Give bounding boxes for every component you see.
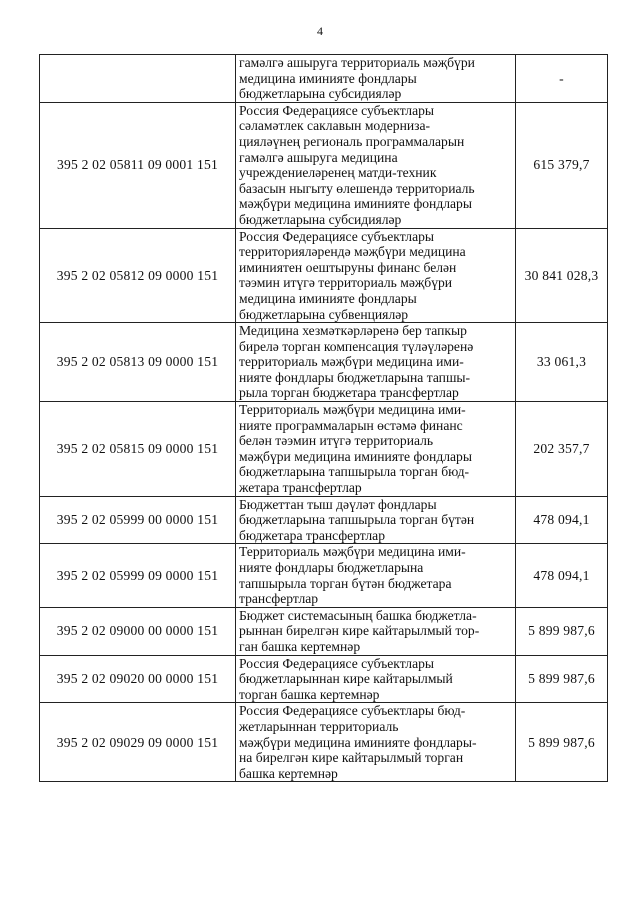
table-row: [40, 496, 608, 544]
amount-cell: [516, 102, 608, 228]
revenue-name-line: рыннан бирелгән кире кайтарылмый тор-: [239, 623, 480, 639]
amount-value: 202 357,7: [533, 441, 590, 457]
revenue-name-line: Медицина хезмәткәрләренә бер тапкыр: [239, 323, 467, 339]
revenue-name-line: Россия Федерациясе субъектлары: [239, 228, 435, 244]
amount-cell: [516, 228, 608, 323]
revenue-name-line: нияте фондлары бюджетларына: [239, 560, 424, 575]
amount-cell: [516, 55, 608, 103]
revenue-name-line: жетларыннан территориаль: [239, 718, 399, 734]
page-number: 4: [317, 24, 323, 38]
revenue-name-line: башка кертемнәр: [239, 765, 338, 781]
revenue-name-line: мәҗбүри медицина иминияте фондлары: [239, 448, 472, 464]
budget-code: 395 2 02 05813 09 0000 151: [56, 354, 219, 370]
revenue-name-line: белән тәэмин итүгә территориаль: [239, 433, 434, 449]
budget-code: 395 2 02 05812 09 0000 151: [56, 267, 219, 283]
amount-value: 5 899 987,6: [528, 671, 595, 687]
budget-code-cell: [40, 228, 236, 323]
revenue-name-line: Россия Федерациясе субъектлары: [239, 655, 435, 671]
amount-cell: [516, 607, 608, 655]
amount-cell: [516, 703, 608, 782]
revenue-name-cell: [236, 544, 516, 607]
revenue-name-cell: [236, 703, 516, 782]
revenue-name-cell: [236, 402, 516, 497]
revenue-name-line: ган башка кертемнәр: [239, 638, 361, 654]
table-row: [40, 402, 608, 497]
revenue-name-line: сәламәтлек саклавын модерниза-: [239, 118, 431, 134]
revenue-name-line: тапшырыла торган бүтән бюджетара: [239, 575, 452, 591]
budget-revenue-table: [39, 54, 608, 782]
amount-value: 5 899 987,6: [528, 623, 595, 639]
amount-value: 5 899 987,6: [528, 734, 595, 750]
table-row: [40, 655, 608, 703]
revenue-name-cell: [236, 55, 516, 103]
revenue-name-line: мәҗбүри медицина иминияте фондлары: [239, 196, 472, 212]
revenue-name-line: бюджетларына субсидияләр: [239, 86, 402, 102]
revenue-name-line: иминиятен оештыруны финанс белән: [239, 259, 457, 275]
revenue-name-line: Бюджеттан тыш дәүләт фондлары: [239, 496, 437, 512]
budget-code-cell: [40, 496, 236, 544]
revenue-name-cell: [236, 607, 516, 655]
revenue-name-line: мәҗбүри медицина иминияте фондлары-: [239, 734, 477, 750]
revenue-name-line: Территориаль мәҗбүри медицина ими-: [239, 544, 466, 560]
revenue-name-line: территориаль мәҗбүри медицина ими-: [239, 354, 464, 370]
revenue-name-line: бюджетларына субсидияләр: [239, 211, 402, 227]
revenue-name-line: рыла торган бюджетара трансфертлар: [239, 385, 459, 401]
budget-code-cell: [40, 55, 236, 103]
revenue-name-line: учреждениеләренең матди-техник: [239, 165, 437, 181]
budget-code: 395 2 02 05999 09 0000 151: [56, 567, 219, 583]
budget-code-cell: [40, 655, 236, 703]
table-row: [40, 323, 608, 402]
revenue-name-cell: [236, 102, 516, 228]
table-body: [40, 55, 608, 782]
revenue-name-line: бюджетларына тапшырыла торган бюд-: [239, 464, 470, 480]
amount-value: 33 061,3: [536, 354, 587, 370]
budget-code-cell: [40, 402, 236, 497]
revenue-name-cell: [236, 496, 516, 544]
amount-cell: [516, 655, 608, 703]
revenue-name-line: жетара трансфертлар: [239, 480, 362, 496]
revenue-name-line: бирелә торган компенсация түләүләренә: [239, 338, 474, 354]
revenue-name-line: Территориаль мәҗбүри медицина ими-: [239, 402, 466, 418]
amount-cell: [516, 496, 608, 544]
table-row: [40, 55, 608, 103]
revenue-name-cell: [236, 323, 516, 402]
revenue-name-line: медицина иминияте фондлары: [239, 290, 417, 306]
budget-code: 395 2 02 05811 09 0001 151: [56, 157, 219, 173]
revenue-name-line: цияләүнең региональ программаларын: [239, 133, 465, 149]
amount-value: 30 841 028,3: [524, 267, 599, 283]
table-row: [40, 607, 608, 655]
table-row: [40, 703, 608, 782]
budget-code-cell: [40, 544, 236, 607]
revenue-name-line: тәэмин итүгә территориаль мәҗбүри: [239, 275, 453, 291]
amount-value: -: [559, 70, 564, 86]
budget-code-cell: [40, 102, 236, 228]
revenue-name-line: нияте программаларын өстәмә финанс: [239, 417, 463, 433]
table-row: [40, 228, 608, 323]
budget-code: 395 2 02 05999 00 0000 151: [56, 512, 219, 528]
amount-cell: [516, 402, 608, 497]
revenue-name-line: базасын ныгыту өлешендә территориаль: [239, 180, 475, 196]
amount-value: 478 094,1: [533, 567, 590, 583]
revenue-name-line: торган башка кертемнәр: [239, 686, 380, 702]
revenue-name-line: трансфертлар: [239, 591, 319, 607]
revenue-name-line: Россия Федерациясе субъектлары: [239, 102, 435, 118]
amount-value: 615 379,7: [533, 157, 590, 173]
revenue-name-line: Бюджет системасының башка бюджетла-: [239, 607, 477, 623]
budget-code: 395 2 02 09020 00 0000 151: [56, 671, 219, 687]
amount-value: 478 094,1: [533, 512, 590, 528]
revenue-name-line: медицина иминияте фондлары: [239, 70, 417, 86]
amount-cell: [516, 544, 608, 607]
amount-cell: [516, 323, 608, 402]
revenue-name-line: территорияләрендә мәҗбүри медицина: [239, 244, 466, 260]
budget-code-cell: [40, 323, 236, 402]
revenue-name-line: бюджетларына тапшырыла торган бүтән: [239, 512, 475, 528]
table-row: [40, 544, 608, 607]
revenue-name-cell: [236, 655, 516, 703]
revenue-name-line: бюджетара трансфертлар: [239, 527, 385, 543]
budget-code: 395 2 02 05815 09 0000 151: [56, 441, 219, 457]
revenue-name-line: гамәлгә ашыруга территориаль мәҗбүри: [239, 55, 475, 70]
revenue-name-line: бюджетларыннан кире кайтарылмый: [239, 671, 453, 687]
revenue-name-line: гамәлгә ашыруга медицина: [239, 149, 398, 165]
revenue-name-line: на бирелгән кире кайтарылмый торган: [239, 750, 464, 766]
revenue-name-cell: [236, 228, 516, 323]
budget-code: 395 2 02 09029 09 0000 151: [56, 734, 219, 750]
revenue-name-line: Россия Федерациясе субъектлары бюд-: [239, 703, 466, 719]
budget-code-cell: [40, 703, 236, 782]
revenue-name-line: нияте фондлары бюджетларына тапшы-: [239, 369, 471, 385]
revenue-name-line: бюджетларына субвенцияләр: [239, 306, 409, 322]
budget-code-cell: [40, 607, 236, 655]
table-row: [40, 102, 608, 228]
budget-code: 395 2 02 09000 00 0000 151: [56, 623, 219, 639]
